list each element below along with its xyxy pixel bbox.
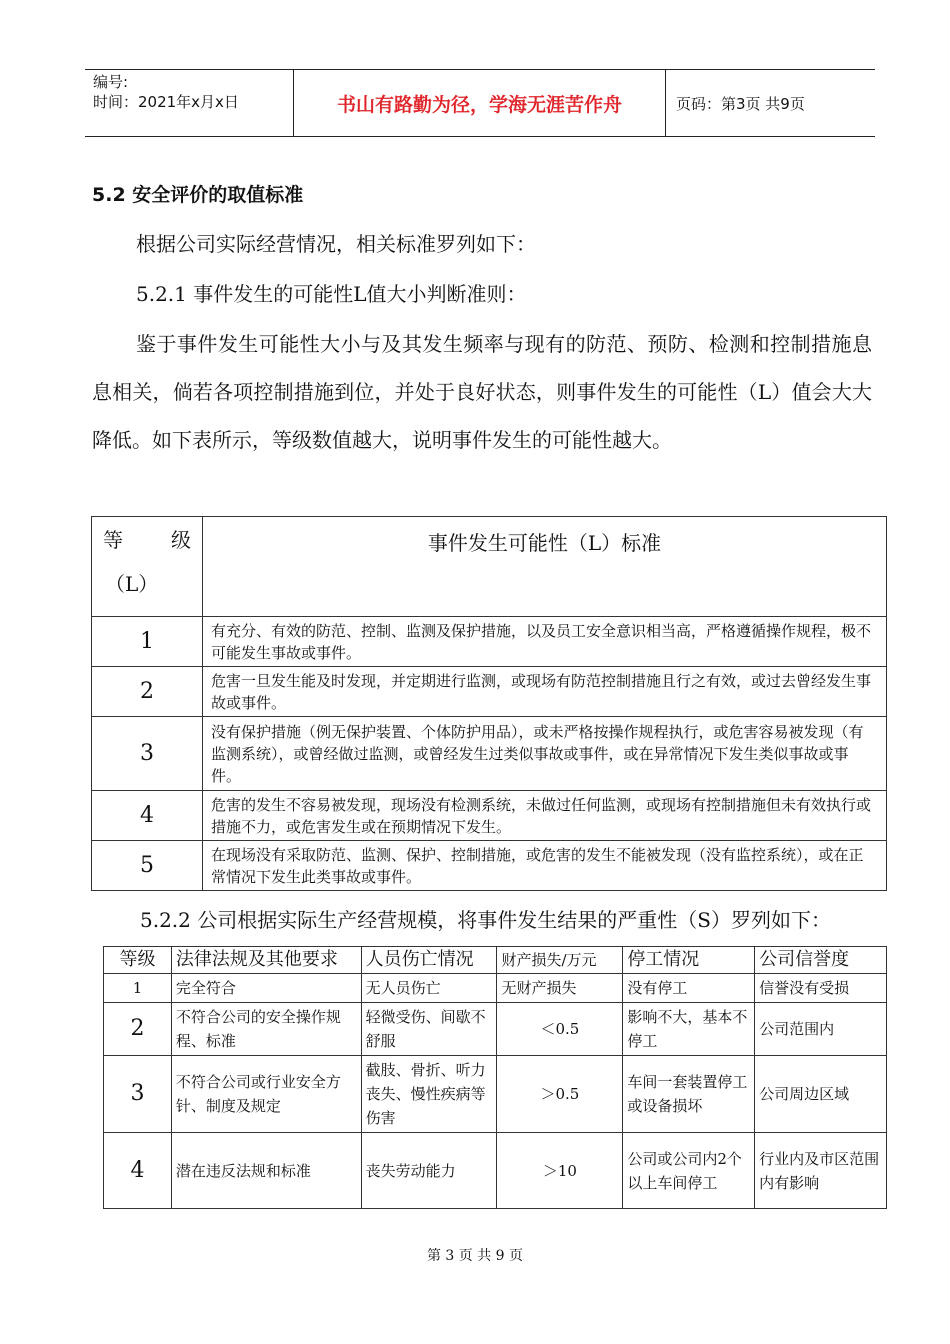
level-cell: 3 xyxy=(104,1056,172,1133)
level-header-b: 级 xyxy=(171,528,191,552)
table-row xyxy=(92,517,887,617)
level-cell: 3 xyxy=(92,717,203,791)
law-cell: 不符合公司的安全操作规程、标准 xyxy=(171,1003,361,1056)
section-title: 5.2 安全评价的取值标准 xyxy=(92,184,304,206)
injury-cell: 轻微受伤、间歇不舒服 xyxy=(361,1003,497,1056)
level-cell: 1 xyxy=(92,617,203,667)
subsection-title-521 xyxy=(92,270,872,318)
table-row xyxy=(104,1133,887,1209)
desc-cell: 有充分、有效的防范、控制、监测及保护措施，以及员工安全意识相当高，严格遵循操作规程，极不可能发生事故或事件。 xyxy=(203,617,887,667)
page-header xyxy=(85,69,875,137)
law-cell: 完全符合 xyxy=(171,974,361,1003)
desc-cell: 危害的发生不容易被发现，现场没有检测系统，未做过任何监测，或现场有控制措施但未有效执行或措施不力，或危害发生或在预期情况下发生。 xyxy=(203,791,887,841)
severity-table xyxy=(103,946,887,1209)
stop-cell: 影响不大，基本不停工 xyxy=(623,1003,755,1056)
table-row xyxy=(92,667,887,717)
level-cell: 5 xyxy=(92,841,203,891)
likelihood-table xyxy=(91,516,887,891)
table-row xyxy=(104,1056,887,1133)
level-cell: 4 xyxy=(92,791,203,841)
header-cell: 公司信誉度 xyxy=(755,947,887,974)
reputation-cell: 信誉没有受损 xyxy=(755,974,887,1003)
desc-cell: 危害一旦发生能及时发现，并定期进行监测，或现场有防范控制措施且行之有效，或过去曾经发生事故或事件。 xyxy=(203,667,887,717)
doc-time: 时间：2021年x月x日 xyxy=(93,93,239,111)
header-cell: 人员伤亡情况 xyxy=(361,947,497,974)
stop-cell: 车间一套装置停工或设备损坏 xyxy=(623,1056,755,1133)
level-cell: 2 xyxy=(104,1003,172,1056)
loss-cell: ＞10 xyxy=(497,1133,623,1209)
level-header-a: 等 xyxy=(103,528,123,552)
reputation-cell: 行业内及市区范围内有影响 xyxy=(755,1133,887,1209)
header-motto: 书山有路勤为径，学海无涯苦作舟 xyxy=(293,70,666,136)
loss-cell: ＞0.5 xyxy=(497,1056,623,1133)
subsection-521-text: 5.2.1 事件发生的可能性L值大小判断准则： xyxy=(136,282,527,306)
desc-cell: 在现场没有采取防范、监测、保护、控制措施，或危害的发生不能被发现（没有监控系统），或在正常情况下发生此类事故或事件。 xyxy=(203,841,887,891)
header-page-number: 页码：第3页 共9页 xyxy=(676,94,805,113)
loss-cell: ＜0.5 xyxy=(497,1003,623,1056)
stop-cell: 公司或公司内2个以上车间停工 xyxy=(623,1133,755,1209)
table-row xyxy=(92,791,887,841)
intro-text: 根据公司实际经营情况，相关标准罗列如下： xyxy=(136,232,536,256)
header-meta xyxy=(85,70,293,136)
subsection-title-522: 5.2.2 公司根据实际生产经营规模，将事件发生结果的严重性（S）罗列如下： xyxy=(140,908,831,932)
injury-cell: 丧失劳动能力 xyxy=(361,1133,497,1209)
level-cell: 1 xyxy=(104,974,172,1003)
reputation-cell: 公司范围内 xyxy=(755,1003,887,1056)
table-row xyxy=(92,841,887,891)
header-cell: 法律法规及其他要求 xyxy=(171,947,361,974)
law-cell: 潜在违反法规和标准 xyxy=(171,1133,361,1209)
header-cell: 等级 xyxy=(104,947,172,974)
body-paragraph: 鉴于事件发生可能性大小与及其发生频率与现有的防范、预防、检测和控制措施息息相关，倘若各项控制措施到位，并处于良好状态，则事件发生的可能性（L）值会大大降低。如下表所示，等级数值越大，说明事件发生的可能性越大。 xyxy=(92,332,872,452)
desc-header-cell: 事件发生可能性（L）标准 xyxy=(203,517,887,617)
table-row xyxy=(104,974,887,1003)
level-cell: 2 xyxy=(92,667,203,717)
level-header-cell xyxy=(92,517,203,617)
table-row xyxy=(104,947,887,974)
desc-cell: 没有保护措施（例无保护装置、个体防护用品），或未严格按操作规程执行，或危害容易被发现（有监测系统），或曾经做过监测，或曾经发生过类似事故或事件，或在异常情况下发生类似事故或事件。 xyxy=(203,717,887,791)
page-footer: 第 3 页 共 9 页 xyxy=(426,1248,524,1264)
doc-number: 编号: xyxy=(93,73,129,91)
header-cell: 财产损失/万元 xyxy=(497,947,623,974)
header-cell: 停工情况 xyxy=(623,947,755,974)
table-row xyxy=(92,717,887,791)
loss-cell: 无财产损失 xyxy=(497,974,623,1003)
reputation-cell: 公司周边区域 xyxy=(755,1056,887,1133)
law-cell: 不符合公司或行业安全方针、制度及规定 xyxy=(171,1056,361,1133)
stop-cell: 没有停工 xyxy=(623,974,755,1003)
injury-cell: 无人员伤亡 xyxy=(361,974,497,1003)
table-row xyxy=(92,617,887,667)
level-header-c: （L） xyxy=(105,572,159,596)
injury-cell: 截肢、骨折、听力丧失、慢性疾病等伤害 xyxy=(361,1056,497,1133)
level-cell: 4 xyxy=(104,1133,172,1209)
table-row xyxy=(104,1003,887,1056)
